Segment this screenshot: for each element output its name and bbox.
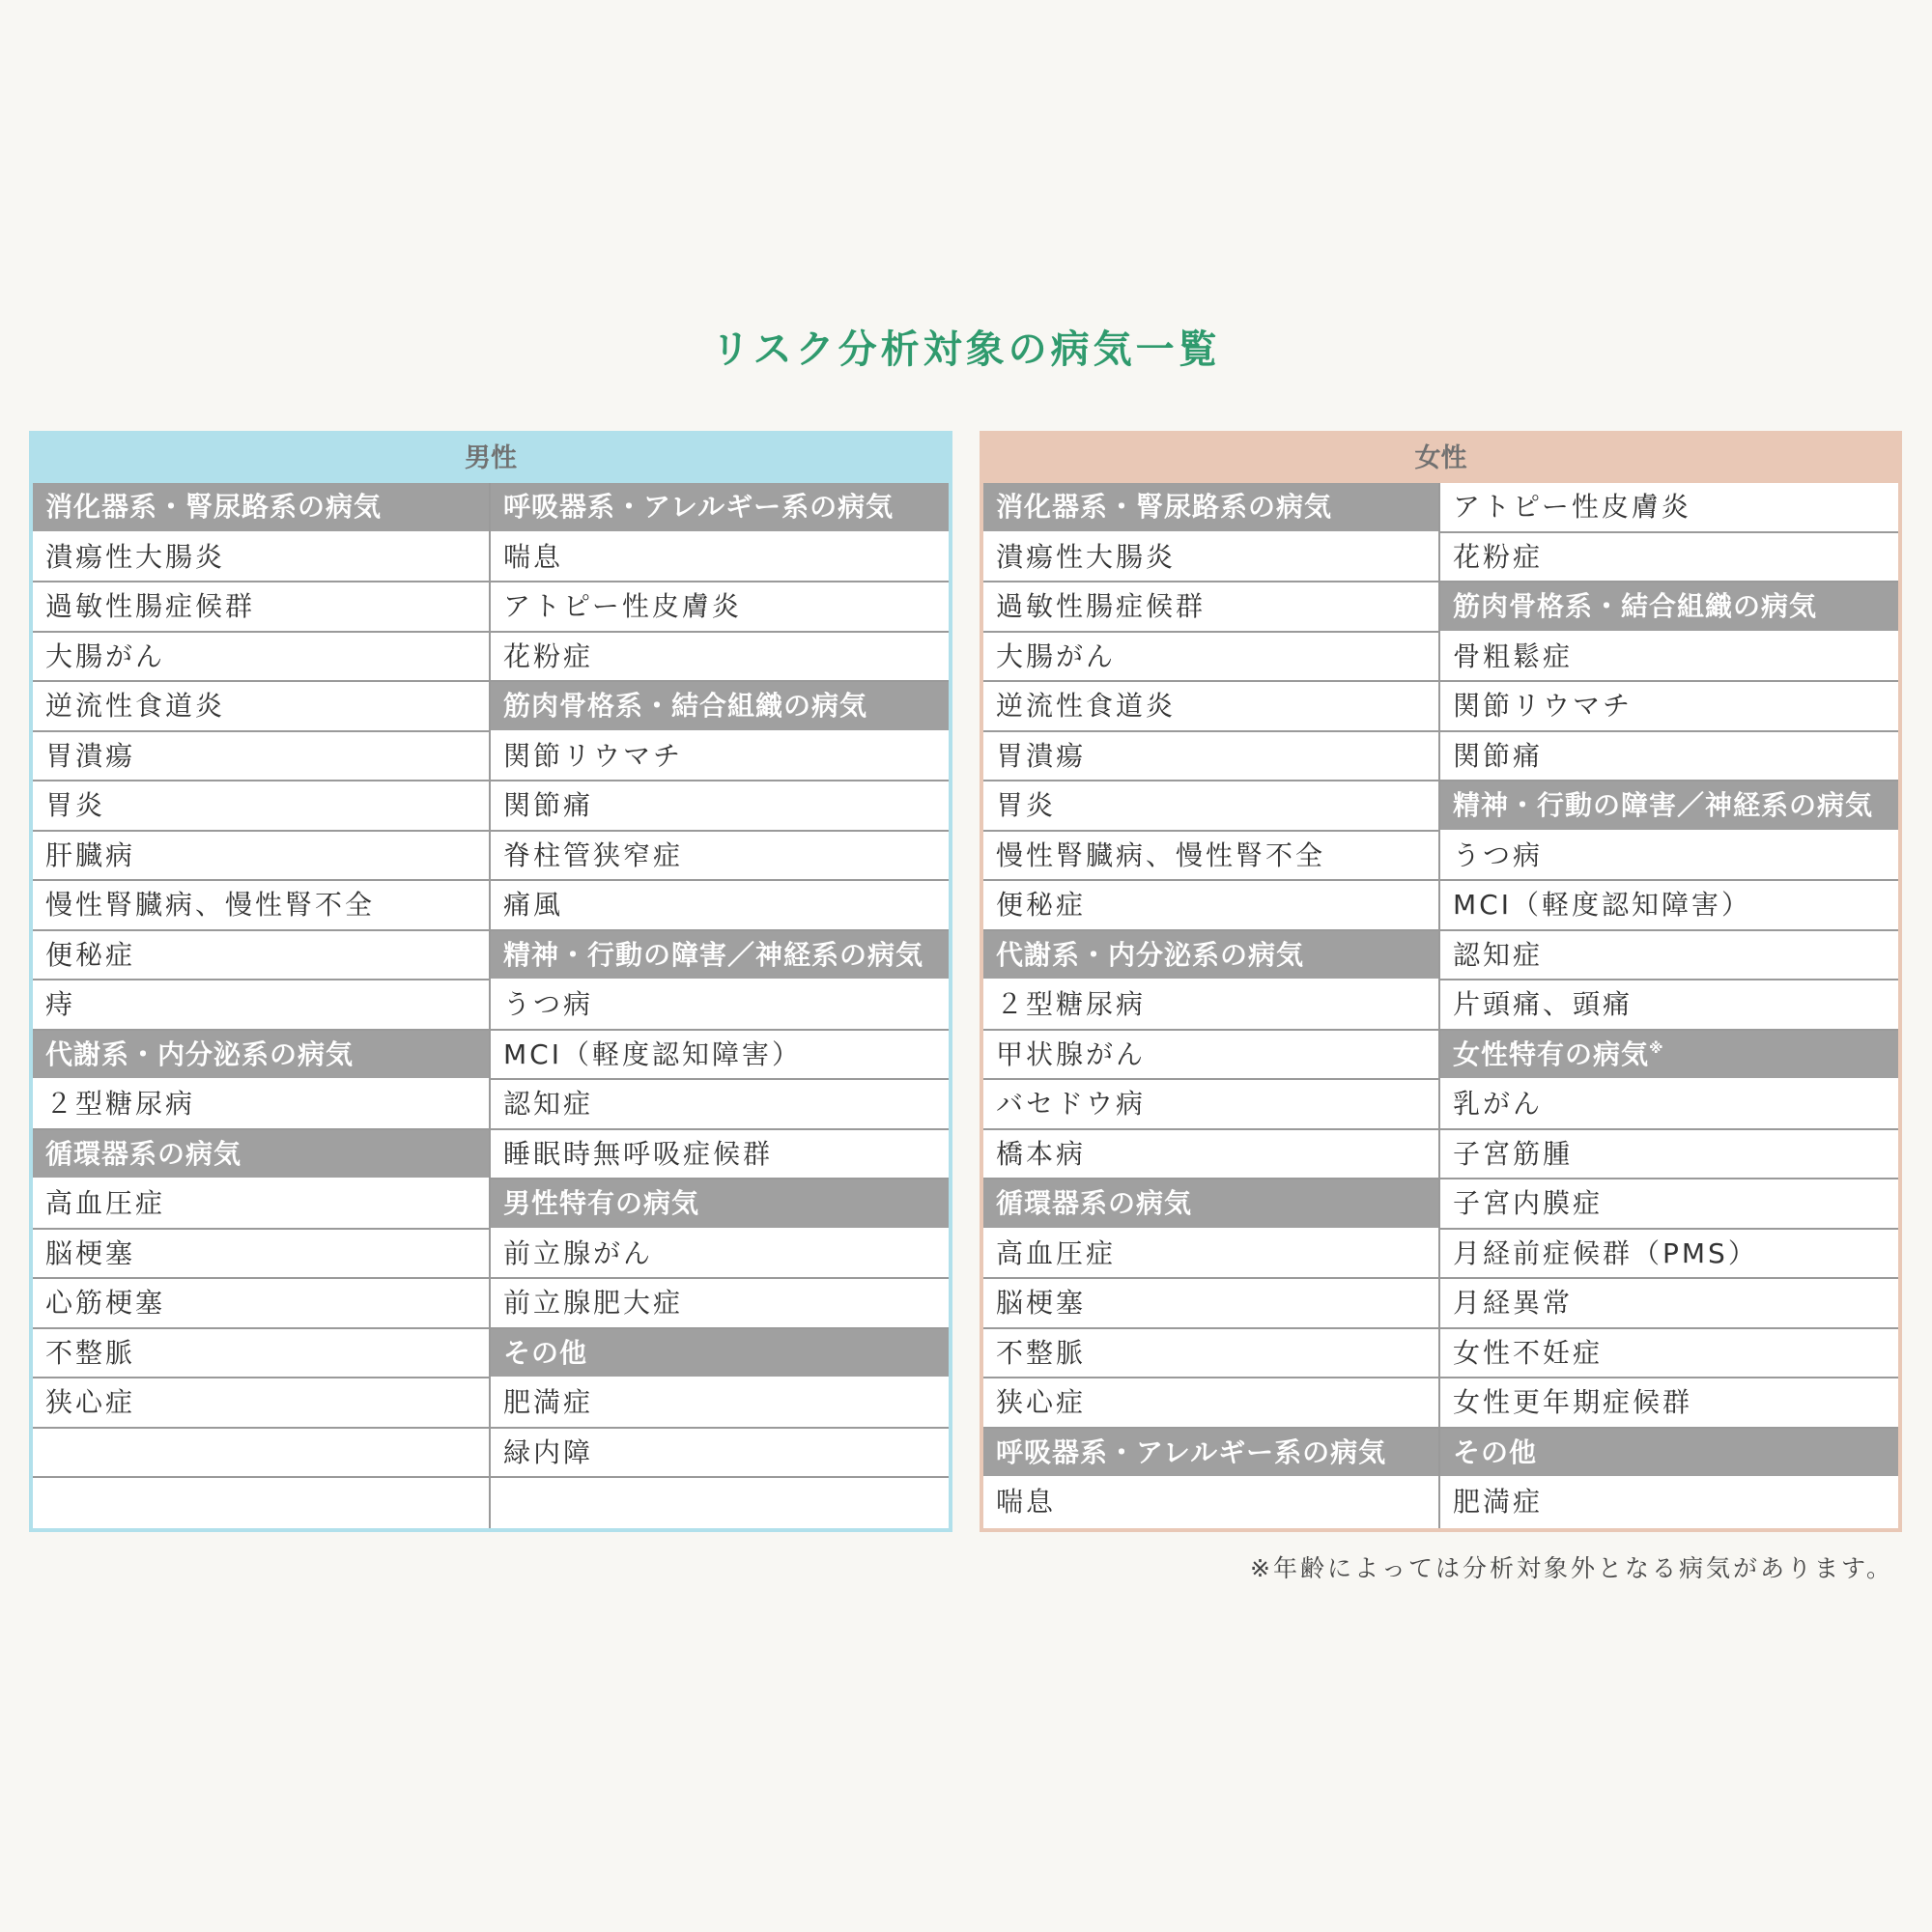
disease-cell: [983, 781, 1438, 832]
disease-label: 不整脈: [45, 1336, 136, 1369]
disease-cell: [983, 1279, 1438, 1329]
disease-cell: [1440, 732, 1898, 782]
disease-cell: [33, 633, 489, 683]
disease-label: 大腸がん: [45, 639, 166, 672]
disease-cell: [983, 1031, 1438, 1081]
disease-cell: [491, 582, 949, 633]
disease-cell: [983, 881, 1438, 931]
disease-label: 骨粗鬆症: [1453, 639, 1574, 672]
disease-label: ２型糖尿病: [45, 1088, 196, 1120]
category-header: [983, 931, 1438, 981]
disease-label: 花粉症: [1453, 540, 1544, 573]
disease-cell: [1440, 881, 1898, 931]
disease-label: アトピー性皮膚炎: [503, 590, 742, 622]
female-panel: [980, 431, 1902, 1532]
disease-cell: [491, 533, 949, 583]
male-left-column: [33, 483, 491, 1528]
disease-label: 過敏性腸症候群: [45, 590, 256, 622]
disease-label: 緑内障: [503, 1435, 594, 1468]
disease-label: 心筋梗塞: [45, 1287, 166, 1319]
category-label: 呼吸器系・アレルギー系の病気: [996, 1435, 1387, 1468]
category-label: 精神・行動の障害／神経系の病気: [1453, 789, 1874, 821]
category-header: [983, 1179, 1438, 1230]
disease-label: 狭心症: [45, 1386, 136, 1418]
disease-label: 慢性腎臓病、慢性腎不全: [45, 889, 376, 921]
disease-cell: [33, 832, 489, 882]
disease-cell: [983, 1230, 1438, 1280]
disease-cell: [33, 931, 489, 981]
disease-cell: [33, 1329, 489, 1379]
disease-label: アトピー性皮膚炎: [1453, 491, 1691, 523]
disease-label: 睡眠時無呼吸症候群: [503, 1137, 774, 1170]
category-label: 循環器系の病気: [45, 1137, 242, 1170]
male-grid: [33, 483, 949, 1528]
disease-label: 前立腺肥大症: [503, 1287, 684, 1319]
disease-label: 橋本病: [996, 1137, 1087, 1170]
disease-cell: [1440, 1279, 1898, 1329]
disease-label: MCI（軽度認知障害）: [503, 1037, 802, 1070]
disease-cell: [1440, 1130, 1898, 1180]
category-label: 女性特有の病気: [1453, 1037, 1650, 1070]
disease-cell: [983, 1329, 1438, 1379]
category-label: 呼吸器系・アレルギー系の病気: [503, 491, 895, 523]
disease-label: 高血圧症: [45, 1187, 166, 1219]
disease-cell: [1440, 1329, 1898, 1379]
disease-cell: [491, 1279, 949, 1329]
disease-label: バセドウ病: [996, 1088, 1147, 1120]
disease-cell: [33, 682, 489, 732]
disease-cell: [33, 1230, 489, 1280]
page-title: リスク分析対象の病気一覧: [711, 327, 1221, 372]
disease-label: 不整脈: [996, 1336, 1087, 1369]
disease-label: 脊柱管狭窄症: [503, 838, 684, 871]
disease-label: 認知症: [1453, 938, 1544, 971]
disease-label: 月経異常: [1453, 1287, 1574, 1319]
disease-label: 胃炎: [45, 789, 106, 821]
disease-cell: [491, 881, 949, 931]
disease-label: 狭心症: [996, 1386, 1087, 1418]
disease-cell: [33, 582, 489, 633]
disease-cell: [1440, 980, 1898, 1031]
disease-cell: [491, 1080, 949, 1130]
disease-label: 胃潰瘍: [45, 739, 136, 772]
disease-cell: [491, 1230, 949, 1280]
disease-label: 胃潰瘍: [996, 739, 1087, 772]
category-header: [33, 1031, 489, 1081]
disease-label: 女性更年期症候群: [1453, 1386, 1693, 1418]
disease-cell: [1440, 931, 1898, 981]
category-header: [1440, 1031, 1898, 1081]
male-right-column: [491, 483, 949, 1528]
male-panel: [29, 431, 952, 1532]
disease-cell: [983, 980, 1438, 1031]
category-label: 消化器系・腎尿路系の病気: [996, 491, 1333, 523]
disease-label: うつ病: [1453, 838, 1544, 871]
disease-label: 関節リウマチ: [503, 739, 684, 772]
female-left-column: [983, 483, 1440, 1528]
disease-cell: [33, 980, 489, 1031]
disease-cell: [1440, 682, 1898, 732]
category-label: 男性特有の病気: [503, 1187, 700, 1219]
disease-label: 乳がん: [1453, 1088, 1544, 1120]
disease-cell: [33, 781, 489, 832]
disease-label: ２型糖尿病: [996, 988, 1147, 1020]
disease-cell: [33, 1279, 489, 1329]
category-header: [491, 1179, 949, 1230]
disease-cell: [33, 533, 489, 583]
female-grid: [983, 483, 1898, 1528]
disease-label: 喘息: [503, 540, 564, 573]
category-header: [1440, 781, 1898, 832]
disease-cell: [33, 1080, 489, 1130]
disease-cell: [1440, 533, 1898, 583]
disease-cell: [983, 1080, 1438, 1130]
disease-label: 痛風: [503, 889, 564, 921]
disease-label: うつ病: [503, 988, 594, 1020]
category-header: [33, 1130, 489, 1180]
category-label: 筋肉骨格系・結合組織の病気: [1453, 590, 1818, 622]
category-header: [491, 483, 949, 533]
disease-cell: [33, 732, 489, 782]
disease-cell: [491, 1478, 949, 1528]
footnote-mark: ※: [1649, 1038, 1664, 1057]
male-panel-header: 男性: [33, 435, 949, 483]
disease-label: 花粉症: [503, 639, 594, 672]
disease-cell: [983, 682, 1438, 732]
disease-cell: [491, 832, 949, 882]
disease-cell: [1440, 1080, 1898, 1130]
disease-cell: [983, 533, 1438, 583]
category-label: 代謝系・内分泌系の病気: [45, 1037, 355, 1070]
disease-cell: [33, 1378, 489, 1429]
disease-label: 大腸がん: [996, 639, 1117, 672]
disease-label: 甲状腺がん: [996, 1037, 1147, 1070]
disease-cell: [491, 1429, 949, 1479]
disease-label: 関節痛: [503, 789, 594, 821]
disease-label: 前立腺がん: [503, 1236, 654, 1269]
disease-cell: [491, 781, 949, 832]
disease-cell: [33, 1478, 489, 1528]
disease-cell: [491, 1130, 949, 1180]
disease-cell: [491, 732, 949, 782]
category-label: その他: [1453, 1435, 1538, 1468]
disease-label: 子宮内膜症: [1453, 1187, 1604, 1219]
disease-label: 脳梗塞: [996, 1287, 1087, 1319]
disease-label: 喘息: [996, 1486, 1057, 1518]
female-panel-header: 女性: [983, 435, 1898, 483]
disease-label: 便秘症: [996, 889, 1087, 921]
disease-label: 痔: [45, 988, 76, 1020]
category-header: [1440, 1429, 1898, 1479]
disease-cell: [1440, 1378, 1898, 1429]
disease-cell: [33, 1179, 489, 1230]
disease-cell: [983, 1378, 1438, 1429]
category-header: [491, 682, 949, 732]
disease-label: 女性不妊症: [1453, 1336, 1604, 1369]
disease-label: 逆流性食道炎: [996, 690, 1177, 722]
category-header: [983, 483, 1438, 533]
category-header: [983, 1429, 1438, 1479]
disease-label: 慢性腎臓病、慢性腎不全: [996, 838, 1326, 871]
category-header: [1440, 582, 1898, 633]
disease-label: 肥満症: [503, 1386, 594, 1418]
disease-cell: [491, 1031, 949, 1081]
category-label: 代謝系・内分泌系の病気: [996, 938, 1305, 971]
category-label: 循環器系の病気: [996, 1187, 1193, 1219]
disease-label: 月経前症候群（PMS）: [1453, 1236, 1758, 1269]
disease-label: MCI（軽度認知障害）: [1453, 889, 1751, 921]
disease-cell: [1440, 1179, 1898, 1230]
disease-cell: [1440, 832, 1898, 882]
disease-label: 脳梗塞: [45, 1236, 136, 1269]
disease-cell: [1440, 1478, 1898, 1528]
category-header: [491, 1329, 949, 1379]
disease-label: 潰瘍性大腸炎: [45, 540, 226, 573]
category-label: その他: [503, 1336, 588, 1369]
disease-label: 子宮筋腫: [1453, 1137, 1574, 1170]
footnote: ※年齢によっては分析対象外となる病気があります。: [1250, 1554, 1893, 1582]
disease-cell: [33, 1429, 489, 1479]
disease-cell: [33, 881, 489, 931]
disease-label: 関節痛: [1453, 739, 1544, 772]
disease-label: 高血圧症: [996, 1236, 1117, 1269]
female-right-column: [1440, 483, 1898, 1528]
disease-cell: [1440, 633, 1898, 683]
disease-label: 肝臓病: [45, 838, 136, 871]
disease-label: 便秘症: [45, 938, 136, 971]
disease-cell: [983, 832, 1438, 882]
category-header: [491, 931, 949, 981]
disease-label: 認知症: [503, 1088, 594, 1120]
disease-cell: [983, 1130, 1438, 1180]
disease-cell: [983, 582, 1438, 633]
disease-cell: [983, 1478, 1438, 1528]
disease-cell: [983, 732, 1438, 782]
disease-label: 胃炎: [996, 789, 1057, 821]
category-label: 筋肉骨格系・結合組織の病気: [503, 690, 868, 722]
disease-label: 肥満症: [1453, 1486, 1544, 1518]
disease-label: 過敏性腸症候群: [996, 590, 1207, 622]
category-header: [33, 483, 489, 533]
category-label: 消化器系・腎尿路系の病気: [45, 491, 383, 523]
disease-label: 片頭痛、頭痛: [1453, 988, 1634, 1020]
disease-cell: [491, 633, 949, 683]
disease-cell: [983, 633, 1438, 683]
disease-label: 潰瘍性大腸炎: [996, 540, 1177, 573]
disease-cell: [1440, 1230, 1898, 1280]
category-label: 精神・行動の障害／神経系の病気: [503, 938, 924, 971]
disease-cell: [1440, 483, 1898, 533]
disease-cell: [491, 1378, 949, 1429]
disease-label: 関節リウマチ: [1453, 690, 1634, 722]
disease-label: 逆流性食道炎: [45, 690, 226, 722]
disease-cell: [491, 980, 949, 1031]
